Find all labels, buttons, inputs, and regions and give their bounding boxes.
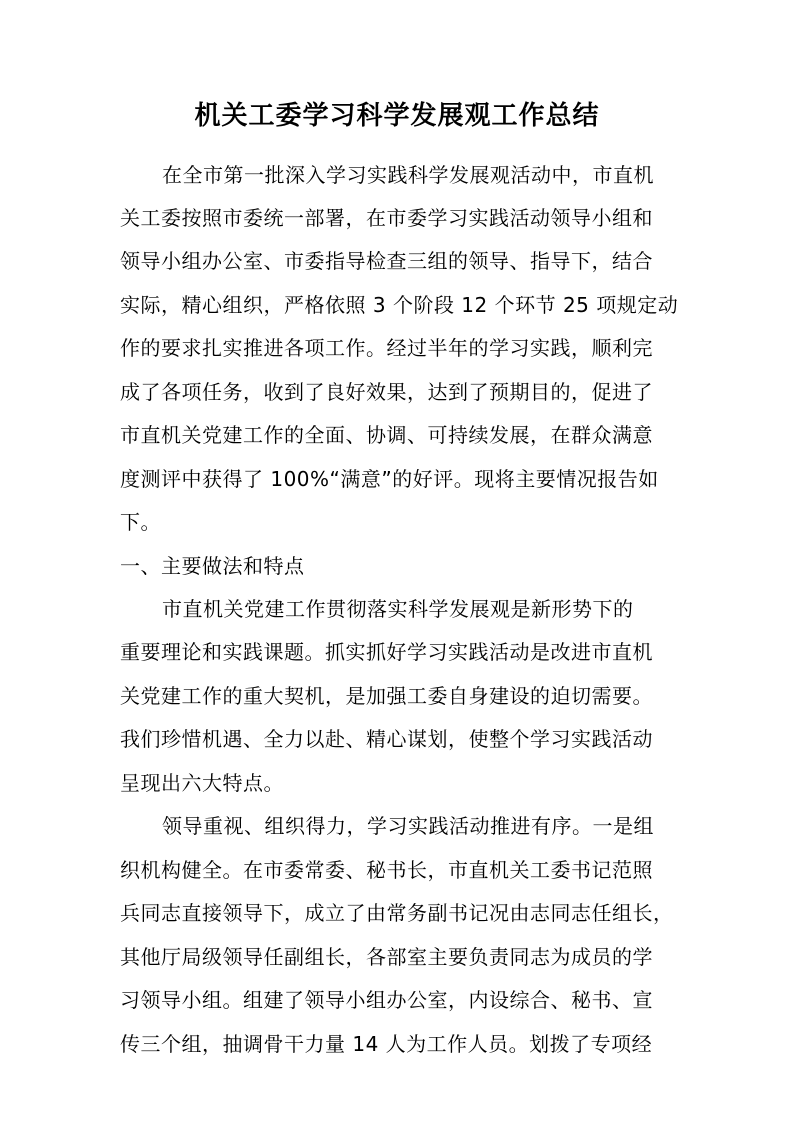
paragraph-line: 在全市第一批深入学习实践科学发展观活动中，市直机: [162, 163, 654, 187]
paragraph-line: 传三个组，抽调骨干力量 14 人为工作人员。划拨了专项经: [120, 1032, 653, 1056]
paragraph-line: 关工委按照市委统一部署，在市委学习实践活动领导小组和: [120, 206, 653, 230]
paragraph-line: 关党建工作的重大契机，是加强工委自身建设的迫切需要。: [120, 684, 653, 708]
section-heading: 一、主要做法和特点: [120, 554, 305, 578]
paragraph-line: 下。: [120, 510, 161, 534]
paragraph-line: 成了各项任务，收到了良好效果，达到了预期目的，促进了: [120, 380, 653, 404]
paragraph-line: 实际，精心组织，严格依照 3 个阶段 12 个环节 25 项规定动: [120, 293, 679, 317]
paragraph-line: 市直机关党建工作贯彻落实科学发展观是新形势下的: [162, 597, 634, 621]
paragraph-line: 重要理论和实践课题。抓实抓好学习实践活动是改进市直机: [120, 640, 653, 664]
paragraph-line: 领导重视、组织得力，学习实践活动推进有序。一是组: [162, 814, 654, 838]
paragraph-line: 呈现出六大特点。: [120, 771, 284, 795]
paragraph-line: 其他厅局级领导任副组长，各部室主要负责同志为成员的学: [120, 945, 653, 969]
paragraph-line: 兵同志直接领导下，成立了由常务副书记况由志同志任组长，: [120, 901, 674, 925]
document-title: 机关工委学习科学发展观工作总结: [194, 101, 600, 131]
paragraph-line: 度测评中获得了 100%“满意”的好评。现将主要情况报告如: [120, 467, 659, 491]
paragraph-line: 作的要求扎实推进各项工作。经过半年的学习实践，顺利完: [120, 336, 653, 360]
paragraph-line: 市直机关党建工作的全面、协调、可持续发展，在群众满意: [120, 423, 653, 447]
paragraph-line: 织机构健全。在市委常委、秘书长，市直机关工委书记范照: [120, 858, 653, 882]
paragraph-line: 领导小组办公室、市委指导检查三组的领导、指导下，结合: [120, 249, 653, 273]
paragraph-line: 我们珍惜机遇、全力以赴、精心谋划，使整个学习实践活动: [120, 727, 653, 751]
paragraph-line: 习领导小组。组建了领导小组办公室，内设综合、秘书、宣: [120, 988, 653, 1012]
